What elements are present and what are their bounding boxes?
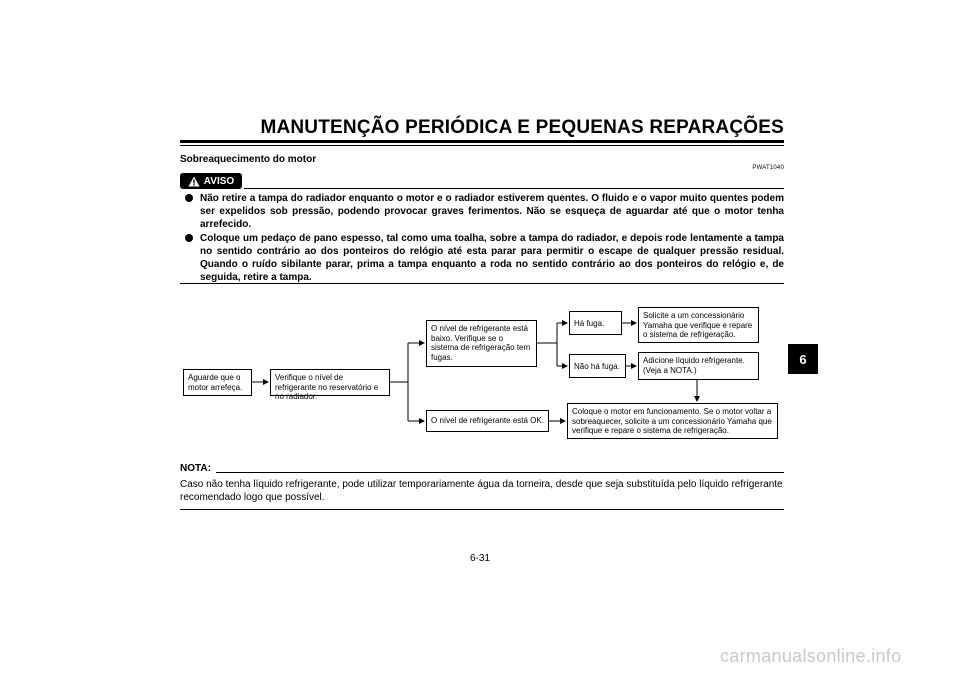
warning-item-text: Coloque um pedaço de pano espesso, tal como uma toalha, sobre a tampa do radiador, e depois rode lentamente a tampa no sentido contrário ao dos ponteiros do relógio até esta parar para permitir o escape de qualquer pressão residual. Quando o ruído sibilante parar, prima a tampa enquanto a roda no sentido contrário ao dos ponteiros do relógio e, de seguida, retire a tampa. [200, 232, 784, 284]
flow-box-leak: Há fuga. [569, 311, 622, 335]
section-title: Sobreaquecimento do motor [180, 154, 317, 165]
chapter-tab: 6 [788, 344, 818, 374]
note-text: Caso não tenha líquido refrigerante, pode utilizar temporariamente água da torneira, desde que seja substituída pelo líquido refrigerante recomendado logo que possível. [180, 479, 783, 503]
flow-box-add: Adicione líquido refrigerante. (Veja a NOTA.) [638, 352, 759, 380]
flow-box-run: Coloque o motor em funcionamento. Se o motor voltar a sobreaquecer, solicite a um concessionário Yamaha que verifique e repare o sistema de refrigeração. [567, 403, 778, 439]
watermark: carmanualsonline.info [720, 646, 902, 666]
flow-box-dealer: Solicite a um concessionário Yamaha que verifique e repare o sistema de refrigeração. [638, 307, 759, 343]
flow-box-wait: Aguarde que o motor arrefeça. [183, 369, 252, 396]
page-title: MANUTENÇÃO PERIÓDICA E PEQUENAS REPARAÇÕES [260, 117, 784, 138]
note-label: NOTA: [180, 463, 211, 474]
note-end-rule [180, 509, 784, 510]
note-rule [216, 472, 784, 473]
warning-item-text: Não retire a tampa do radiador enquanto o motor e o radiador estiverem quentes. O fluido e o vapor muito quentes podem ser expelidos sob pressão, podendo provocar graves ferimentos. Não se esqueça de aguardar até que o motor tenha arrefecido. [200, 193, 784, 231]
warning-label: AVISO [203, 175, 235, 187]
flow-box-ok: O nível de refrigerante está OK. [426, 410, 549, 432]
flow-box-noleak: Não há fuga. [569, 354, 626, 378]
flow-box-low: O nível de refrigerante está baixo. Verifique se o sistema de refrigeração tem fugas. [426, 320, 537, 367]
page-number: 6-31 [469, 553, 490, 564]
flow-box-check: Verifique o nível de refrigerante no reservatório e no radiador. [270, 369, 390, 396]
section-code: PWAT1040 [752, 165, 784, 171]
